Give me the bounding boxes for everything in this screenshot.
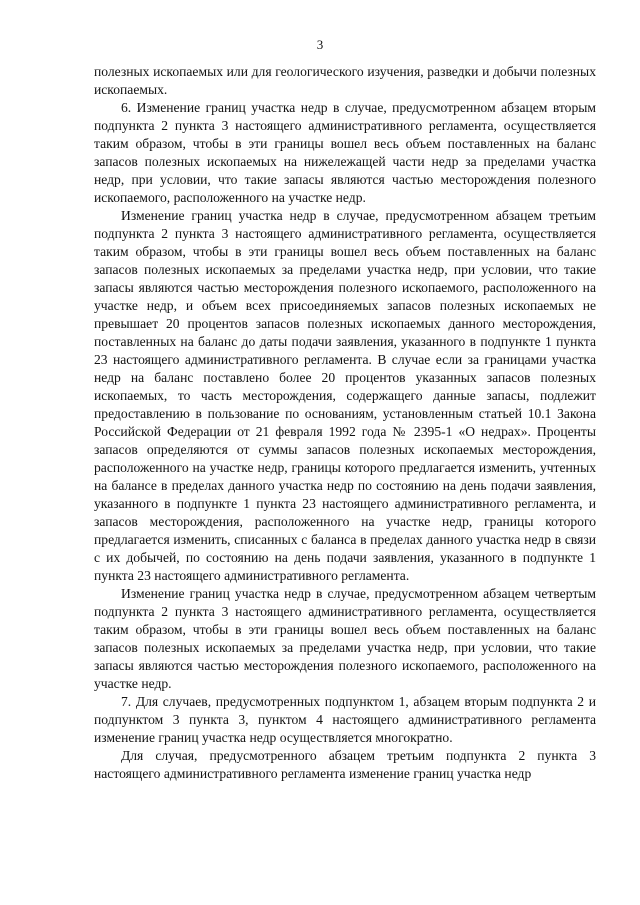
paragraph-continuation: полезных ископаемых или для геологического изучения, разведки и добычи полезных ископаемых.: [94, 64, 596, 97]
document-body: [94, 63, 596, 783]
paragraph-clause-6-third-subparagraph: Изменение границ участка недр в случае, предусмотренном абзацем третьим подпункта 2 пункта 3 настоящего административного регламента, осуществляется таким образом, чтобы в эти границы вошел весь объем поставленных на баланс запасов полезных ископаемых за пределами участка недр, при условии, что такие запасы являются частью месторождения полезного ископаемого, расположенного на участке недр, и объем всех присоединяемых запасов полезных ископаемых не превышает 20 процентов запасов полезных ископаемых данного месторождения, поставленных на баланс до даты подачи заявления, указанного в подпункте 1 пункта 23 настоящего административного регламента. В случае если за границами участка недр на баланс поставлено более 20 процентов указанных запасов полезных ископаемых, то часть месторождения, содержащего данные запасы, подлежит предоставлению в пользование по основаниям, установленным статьей 10.1 Закона Российской Федерации от 21 февраля 1992 года № 2395-1 «О недрах». Проценты запасов определяются от суммы запасов полезных ископаемых месторождения, расположенного на участке недр, границы которого предлагается изменить, учтенных на балансе в пределах данного участка недр по состоянию на день подачи заявления, указанного в подпункте 1 пункта 23 настоящего административного регламента, и запасов месторождения, расположенного на участке недр, границы которого предлагается изменить, списанных с баланса в пределах данного участка недр в связи с их добычей, по состоянию на день подачи заявления, указанного в подпункте 1 пункта 23 настоящего административного регламента.: [94, 208, 596, 583]
page-number: 3: [316, 37, 324, 52]
paragraph-clause-6: 6. Изменение границ участка недр в случае, предусмотренном абзацем вторым подпункта 2 пункта 3 настоящего административного регламента, осуществляется таким образом, чтобы в эти границы вошел весь объем поставленных на баланс запасов полезных ископаемых на нижележащей части недр за пределами участка недр, при условии, что такие запасы являются частью месторождения полезного ископаемого, расположенного на участке недр.: [94, 100, 596, 205]
paragraph-clause-6-fourth-subparagraph: Изменение границ участка недр в случае, предусмотренном абзацем четвертым подпункта 2 пункта 3 настоящего административного регламента, осуществляется таким образом, чтобы в эти границы вошел весь объем поставленных на баланс запасов полезных ископаемых за пределами участка недр, при условии, что такие запасы являются частью месторождения полезного ископаемого, расположенного на участке недр.: [94, 586, 596, 691]
paragraph-clause-7: 7. Для случаев, предусмотренных подпунктом 1, абзацем вторым подпункта 2 и подпунктом 3 пункта 3, пунктом 4 настоящего административного регламента изменение границ участка недр осуществляется многократно.: [94, 694, 596, 745]
paragraph-clause-7-continued: Для случая, предусмотренного абзацем третьим подпункта 2 пункта 3 настоящего административного регламента изменение границ участка недр: [94, 748, 596, 781]
